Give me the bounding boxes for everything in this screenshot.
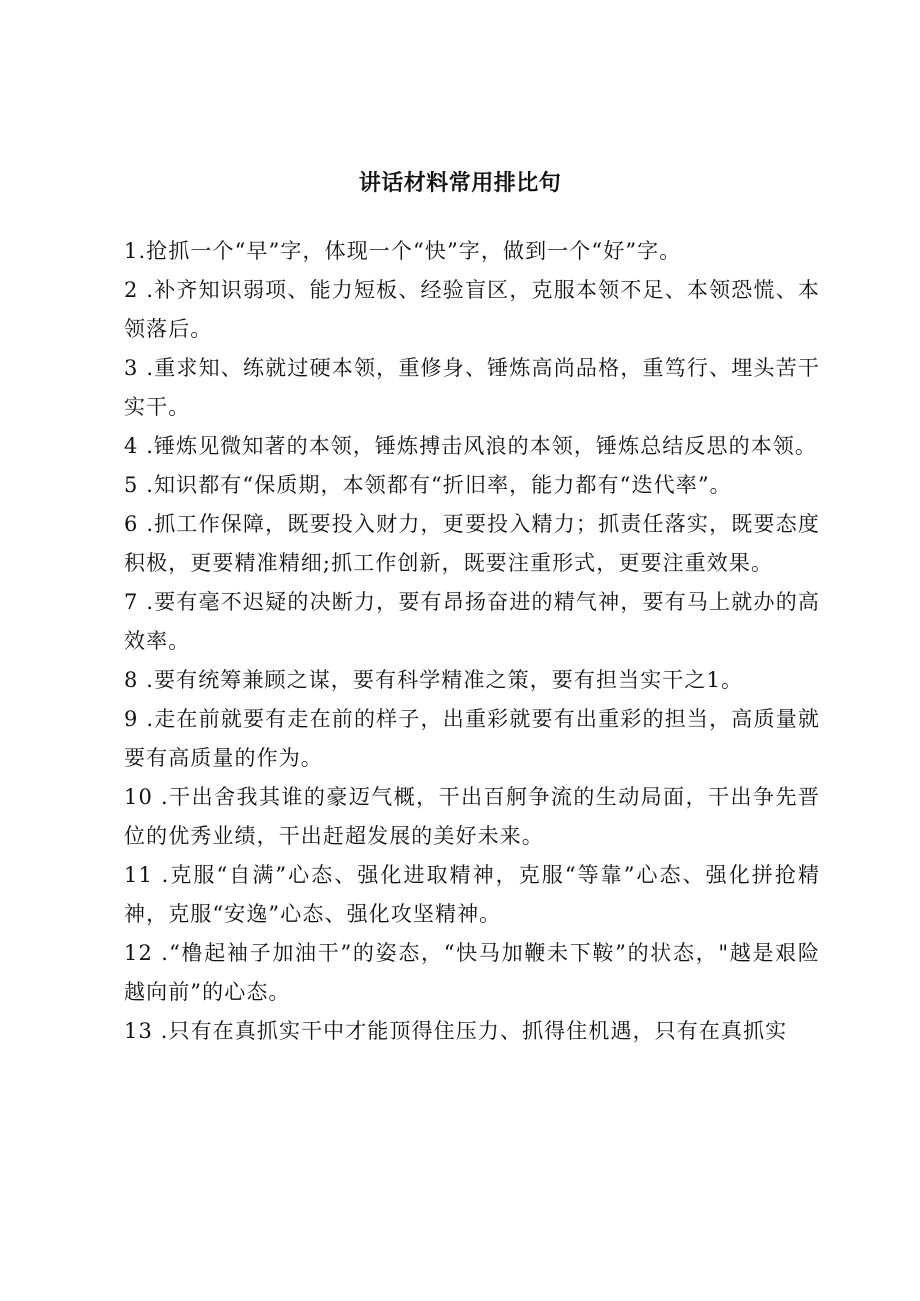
paragraph-7: 7 .要有毫不迟疑的决断力，要有昂扬奋进的精气神，要有马上就办的高效率。: [124, 590, 820, 653]
document-title: 讲话材料常用排比句: [358, 171, 562, 196]
paragraph-8: 8 .要有统筹兼顾之谋，要有科学精准之策，要有担当实干之1。: [124, 668, 744, 692]
paragraph-12: 12 .“橹起袖子加油干”的姿态，“快马加鞭未下鞍”的状态，"越是艰险越向前”的心态。: [124, 941, 820, 1004]
paragraph-13: 13 .只有在真抓实干中才能顶得住压力、抓得住机遇，只有在真抓实: [124, 1019, 788, 1043]
paragraph-2: 2 .补齐知识弱项、能力短板、经验盲区，克服本领不足、本领恐慌、本领落后。: [124, 278, 820, 341]
paragraph-6: 6 .抓工作保障，既要投入财力，更要投入精力；抓责任落实，既要态度积极，更要精准精细;抓工作创新，既要注重形式，更要注重效果。: [124, 512, 820, 575]
paragraph-5: 5 .知识都有“保质期，本领都有“折旧率，能力都有“迭代率”。: [124, 473, 732, 497]
paragraph-11: 11 .克服“自满”心态、强化进取精神，克服“等靠”心态、强化拼抢精神，克服“安逸”心态、强化攻坚精神。: [124, 863, 820, 926]
paragraph-9: 9 .走在前就要有走在前的样子，出重彩就要有出重彩的担当，高质量就要有高质量的作为。: [124, 707, 820, 770]
paragraph-1: 1.抢抓一个“早”字，体现一个“快”字，做到一个“好”字。: [124, 239, 682, 263]
paragraph-10: 10 .干出舍我其谁的豪迈气概，干出百舸争流的生动局面，干出争先晋位的优秀业绩，干出赶超发展的美好未来。: [124, 785, 820, 848]
document-body: [124, 232, 820, 1051]
paragraph-3: 3 .重求知、练就过硬本领，重修身、锤炼高尚品格，重笃行、埋头苦干实干。: [124, 356, 820, 419]
paragraph-4: 4 .锤炼见微知著的本领，锤炼搏击风浪的本领，锤炼总结反思的本领。: [124, 434, 818, 458]
